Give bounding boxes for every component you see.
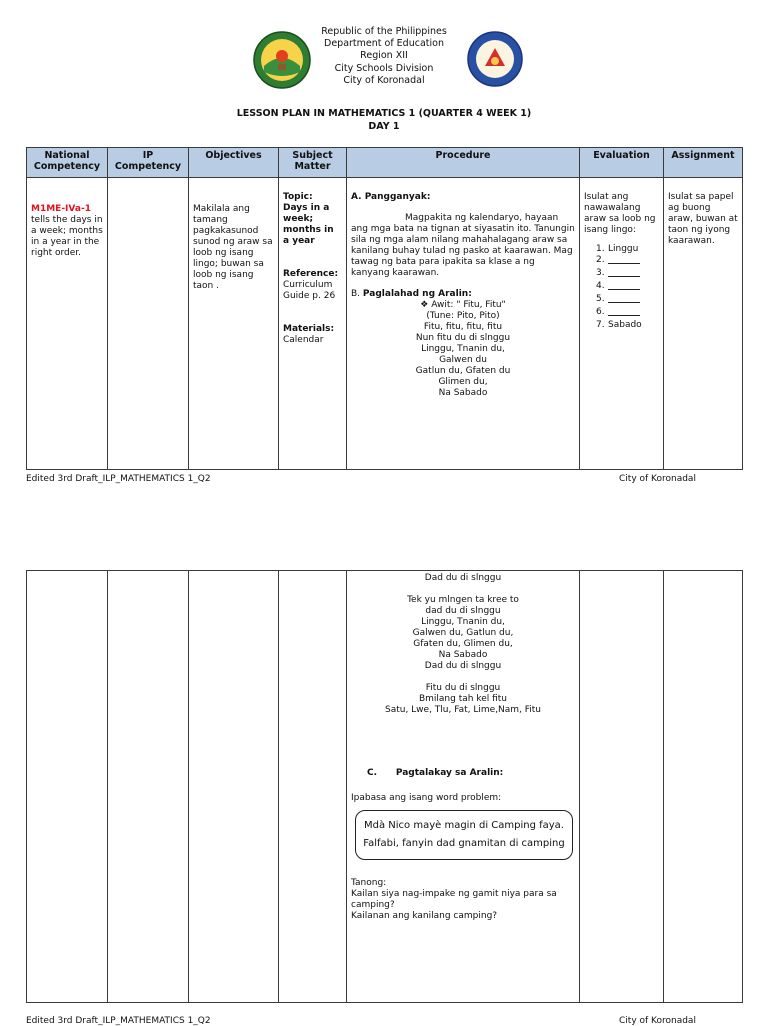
song-line: Nun fitu du di slnggu — [415, 333, 511, 343]
song-line: Satu, Lwe, Tlu, Fat, Lime,Nam, Fitu — [384, 705, 542, 715]
song-line: Fitu, fitu, fitu, fitu — [423, 322, 503, 332]
answer-blank — [608, 294, 640, 303]
song-line — [351, 300, 575, 311]
procedure-b-title: Paglalahad ng Aralin: — [362, 289, 472, 299]
answer-blank — [608, 255, 640, 264]
tanong-label: Tanong: — [351, 878, 387, 888]
procedure-b-label: B. — [351, 289, 361, 299]
song-line: Bmilang tah kel fitu — [418, 694, 508, 704]
song-title: Awit: " Fitu, Fitu" — [431, 300, 506, 310]
footer-left: Edited 3rd Draft_ILP_MATHEMATICS 1_Q2 — [26, 474, 211, 484]
song-line: Tek yu mlngen ta kree to — [407, 595, 519, 605]
empty-cell — [580, 571, 664, 1003]
header-line: Department of Education — [324, 38, 444, 50]
song-line — [351, 672, 575, 683]
day-label: DAY 1 — [368, 121, 400, 132]
materials-text: Calendar — [283, 335, 324, 345]
item-number: 2. — [596, 255, 605, 265]
lesson-title: LESSON PLAN IN MATHEMATICS 1 (QUARTER 4 WEEK 1) — [236, 108, 532, 119]
item-number: 3. — [596, 268, 605, 278]
song-block-continued — [351, 573, 575, 716]
national-competency-cell — [27, 178, 107, 261]
song-line: Dad du di slnggu — [424, 573, 502, 583]
header-line: City of Koronadal — [343, 74, 425, 86]
word-problem-box: Mdà Nico mayè magin di Camping faya. Falfabi, fanyin dad gnamitan di camping — [355, 810, 573, 860]
evaluation-item — [584, 281, 659, 294]
song-line: Galwen du, Gatlun du, — [412, 628, 514, 638]
procedure-c-label: C. — [367, 768, 378, 778]
col-header-objectives: Objectives — [189, 148, 279, 178]
answer-blank — [608, 268, 640, 277]
col-header-assignment: Assignment — [664, 148, 743, 178]
question-item: Kailanan ang kanilang camping? — [351, 911, 498, 921]
procedure-a-text: Magpakita ng kalendaryo, hayaan ang mga bata na tignan at siyasatin ito. Tanungin sila ng mga alam nilang mahahalagang araw sa kanilang buhay tulad ng pasko at kaarawan. Mag tawag ng bata para ipakita sa klase a ng kanyang kaarawan. — [351, 213, 575, 278]
item-number: 7. — [596, 320, 605, 330]
objectives-text: Makilala ang tamang pagkakasunod sunod ng araw sa loob ng isang lingo; buwan sa loob ng isang taon . — [193, 204, 273, 291]
song-line: Linggu, Tnanin du, — [421, 344, 505, 354]
evaluation-item — [584, 255, 659, 268]
evaluation-item — [584, 307, 659, 320]
answer-blank — [608, 281, 640, 290]
song-block — [351, 300, 575, 399]
evaluation-cell — [580, 178, 663, 333]
answer-blank — [608, 307, 640, 316]
evaluation-item — [584, 320, 659, 331]
evaluation-list — [584, 244, 659, 331]
empty-cell — [664, 571, 743, 1003]
subject-matter-cell — [279, 178, 346, 348]
procedure-a-title: Pangganyak: — [364, 192, 431, 202]
col-header-ip: IP Competency — [108, 148, 189, 178]
song-line — [351, 584, 575, 595]
header-line: City Schools Division — [334, 62, 434, 74]
ip-competency-cell — [108, 178, 189, 470]
empty-cell — [279, 571, 347, 1003]
footer-right: City of Koronadal — [619, 474, 696, 484]
col-header-subject: Subject Matter — [279, 148, 347, 178]
empty-cell — [27, 571, 108, 1003]
col-header-procedure: Procedure — [347, 148, 580, 178]
word-problem-intro: Ipabasa ang isang word problem: — [351, 793, 502, 803]
assignment-text: Isulat sa papel ag buong araw, buwan at taon ng iyong kaarawan. — [668, 192, 738, 246]
item-number: 4. — [596, 281, 605, 291]
col-header-national: National Competency — [27, 148, 108, 178]
empty-cell — [189, 571, 279, 1003]
procedure-c-title: Pagtalakay sa Aralin: — [395, 768, 504, 778]
col-header-evaluation: Evaluation — [580, 148, 664, 178]
song-line: Na Sabado — [438, 388, 488, 398]
evaluation-item — [584, 294, 659, 307]
item-text: Sabado — [608, 320, 642, 330]
procedure-cell — [347, 178, 579, 401]
song-line: Fitu du di slnggu — [425, 683, 501, 693]
procedure-continued-cell — [347, 571, 579, 924]
evaluation-item — [584, 244, 659, 255]
evaluation-item — [584, 268, 659, 281]
procedure-c-heading — [351, 768, 575, 779]
header-line: Region XII — [360, 50, 408, 62]
question-item: Kailan siya nag-impake ng gamit niya para sa camping? — [351, 889, 557, 910]
empty-cell — [108, 571, 189, 1003]
item-text: Linggu — [608, 244, 639, 254]
competency-text: tells the days in a week; months in a year in the right order. — [31, 215, 103, 258]
reference-label: Reference: — [283, 269, 339, 279]
procedure-a-heading — [351, 192, 575, 203]
competency-code: M1ME-IVa-1 — [31, 204, 91, 214]
song-line: dad du di slnggu — [425, 606, 501, 616]
item-number: 1. — [596, 244, 605, 254]
reference-text: Curriculum Guide p. 26 — [283, 280, 336, 301]
song-line: Na Sabado — [438, 650, 488, 660]
lesson-table-page1 — [26, 147, 743, 470]
topic-text: Days in a week; months in a year — [283, 203, 334, 246]
item-number: 6. — [596, 307, 605, 317]
procedure-b-heading — [351, 289, 575, 300]
evaluation-intro: Isulat ang nawawalang araw sa loob ng isang lingo: — [584, 192, 656, 235]
song-line: Glimen du, — [438, 377, 488, 387]
header-address — [284, 26, 484, 87]
item-number: 5. — [596, 294, 605, 304]
lesson-table-page2 — [26, 570, 743, 1003]
song-line: Linggu, Tnanin du, — [421, 617, 505, 627]
song-line: Dad du di slnggu — [424, 661, 502, 671]
song-line: Gfaten du, Glimen du, — [413, 639, 513, 649]
diamond-bullet-icon: ❖ — [420, 300, 429, 310]
song-line: Gatlun du, Gfaten du — [415, 366, 511, 376]
song-line: (Tune: Pito, Pito) — [426, 311, 500, 321]
topic-label: Topic: — [283, 192, 313, 202]
footer-right-page2: City of Koronadal — [619, 1016, 696, 1026]
song-line: Galwen du — [439, 355, 487, 365]
header-line: Republic of the Philippines — [321, 26, 447, 37]
procedure-a-label: A. — [351, 192, 362, 202]
materials-label: Materials: — [283, 324, 335, 334]
footer-left-page2: Edited 3rd Draft_ILP_MATHEMATICS 1_Q2 — [26, 1016, 211, 1026]
